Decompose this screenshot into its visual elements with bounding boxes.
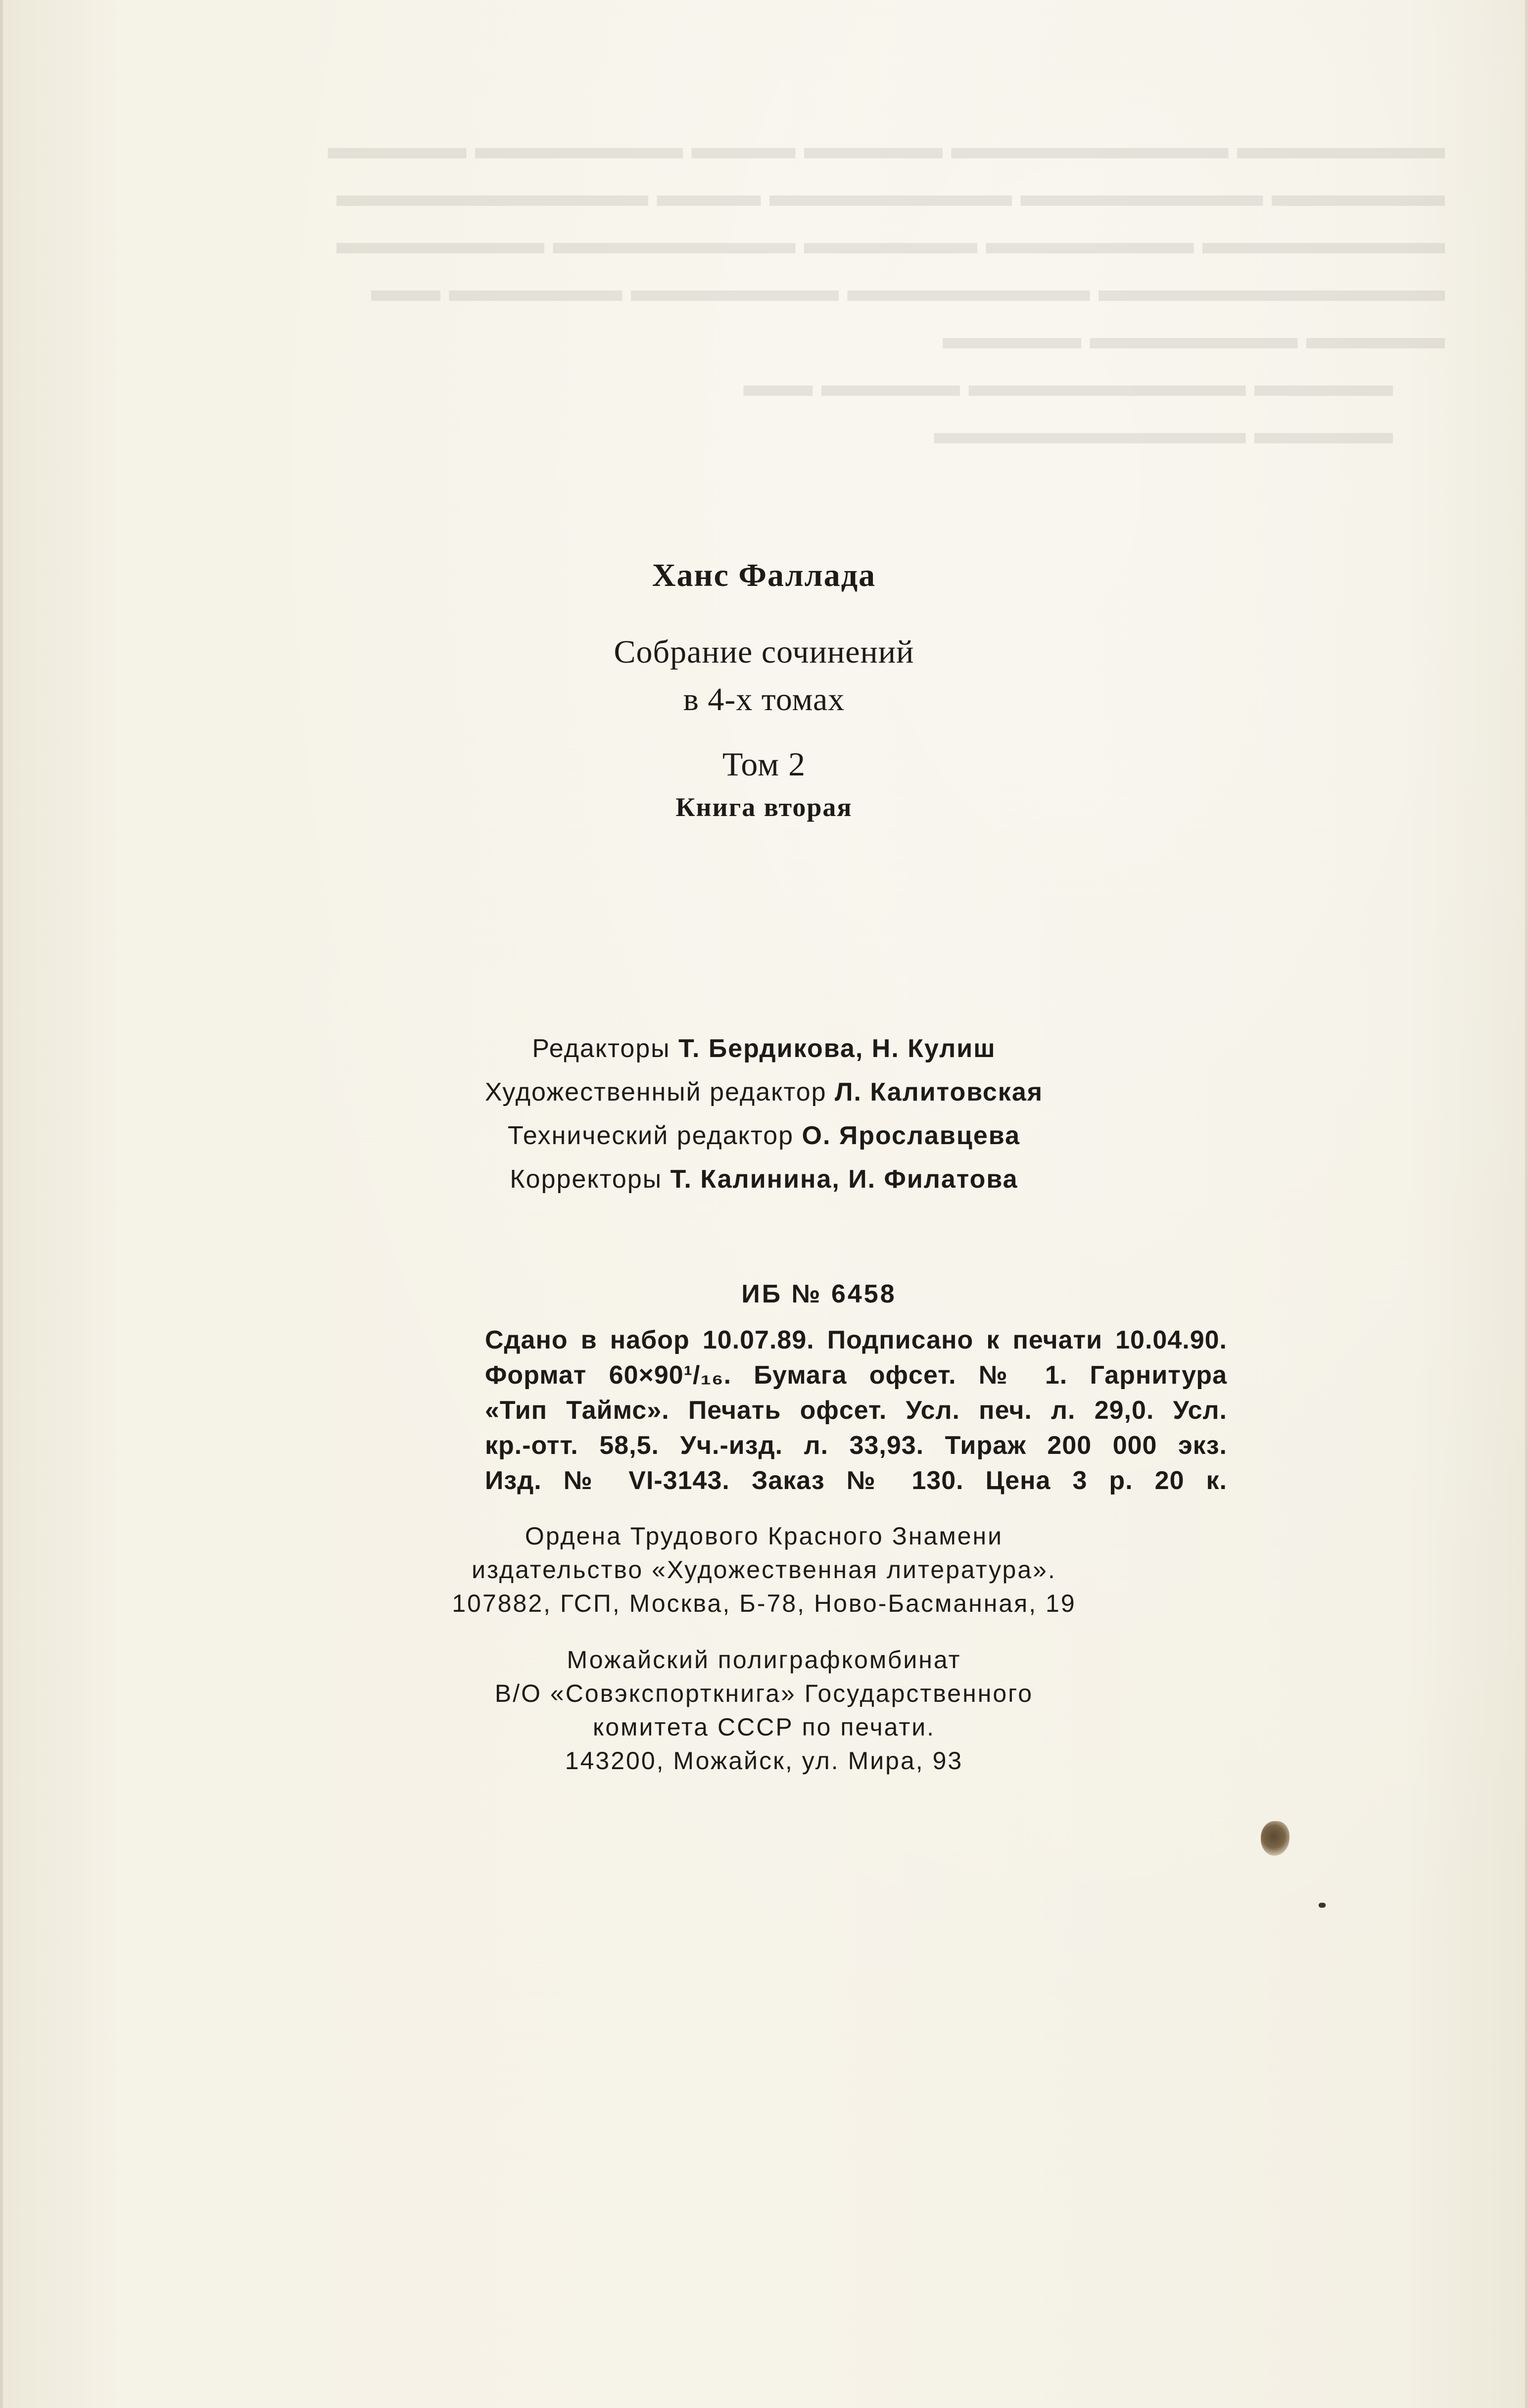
credit-proofreaders xyxy=(0,1157,1528,1201)
credit-editors xyxy=(0,1027,1528,1070)
printer-line: Можайский полиграфкомбинат xyxy=(567,1646,961,1674)
collection-title-line-2: в 4-х томах xyxy=(683,681,845,718)
page-edge-left xyxy=(0,0,3,2408)
credit-role: Корректоры xyxy=(510,1165,670,1194)
imprint-line: кр.-отт. 58,5. Уч.-изд. л. 33,93. Тираж 200 000 экз. xyxy=(485,1431,1227,1460)
credit-role: Редакторы xyxy=(532,1034,679,1063)
credit-role: Художественный редактор xyxy=(484,1078,835,1107)
author-name: Ханс Фаллада xyxy=(652,557,876,593)
printer-line: В/О «Совэкспорткнига» Государственного xyxy=(494,1680,1034,1707)
credit-names: Л. Калитовская xyxy=(834,1078,1044,1107)
credit-names: Т. Калинина, И. Филатова xyxy=(670,1165,1018,1194)
publisher-line: Ордена Трудового Красного Знамени xyxy=(525,1522,1003,1550)
credit-names: Т. Бердикова, Н. Кулиш xyxy=(678,1034,996,1063)
collection-title-line-1: Собрание сочинений xyxy=(614,634,914,670)
publisher-line: издательство «Художественная литература». xyxy=(472,1556,1056,1584)
volume-number: Том 2 xyxy=(722,745,806,783)
print-imprint xyxy=(485,1277,1227,1498)
paper-stain xyxy=(1261,1821,1289,1856)
ink-speck xyxy=(1319,1903,1326,1908)
printer-info xyxy=(0,1643,1528,1778)
imprint-line: «Тип Таймс». Печать офсет. Усл. печ. л. 29,0. Усл. xyxy=(485,1396,1227,1425)
printer-line: комитета СССР по печати. xyxy=(592,1713,936,1741)
credit-technical-editor xyxy=(0,1114,1528,1157)
imprint-line: Сдано в набор 10.07.89. Подписано к печати 10.04.90. xyxy=(485,1326,1227,1354)
credit-art-editor xyxy=(0,1070,1528,1114)
printer-line: 143200, Можайск, ул. Мира, 93 xyxy=(565,1747,963,1775)
imprint-line: Формат 60×90¹/₁₆. Бумага офсет. № 1. Гарнитура xyxy=(485,1361,1227,1390)
credit-role: Технический редактор xyxy=(508,1121,802,1150)
publisher-line: 107882, ГСП, Москва, Б-78, Ново-Басманная, 19 xyxy=(452,1589,1076,1617)
book-number: Книга вторая xyxy=(675,792,853,822)
page-edge-right xyxy=(1525,0,1528,2408)
credit-names: О. Ярославцева xyxy=(802,1121,1020,1150)
collection-title xyxy=(0,628,1528,723)
editorial-credits xyxy=(0,1027,1528,1201)
publisher-info xyxy=(0,1519,1528,1620)
imprint-line: Изд. № VI-3143. Заказ № 130. Цена 3 р. 20 к. xyxy=(485,1466,1227,1495)
ib-number: ИБ № 6458 xyxy=(741,1280,897,1308)
reverse-side-show-through: ▬▬▬▬▬▬ ▬▬▬▬▬▬▬▬ ▬▬▬▬ ▬▬▬ ▬▬▬▬▬▬ ▬▬▬▬ ▬▬▬▬▬ ▬▬▬▬▬▬▬ ▬▬▬▬▬▬▬ ▬▬▬ ▬▬▬▬▬▬▬▬▬ ▬▬▬▬▬▬▬ ▬▬▬▬▬▬ ▬▬▬▬▬ ▬▬▬▬▬▬▬ ▬▬▬▬▬▬ ▬▬▬▬▬▬▬▬▬▬ ▬▬▬▬▬▬▬ ▬▬▬▬▬▬ ▬▬▬▬▬ ▬▬ ▬▬▬▬ ▬▬▬▬▬▬ ▬▬▬▬ ▬▬▬▬ ▬▬▬▬▬▬▬▬ ▬▬▬▬ ▬▬ ▬▬▬▬ ▬▬▬▬▬▬▬▬▬ xyxy=(328,128,1445,451)
